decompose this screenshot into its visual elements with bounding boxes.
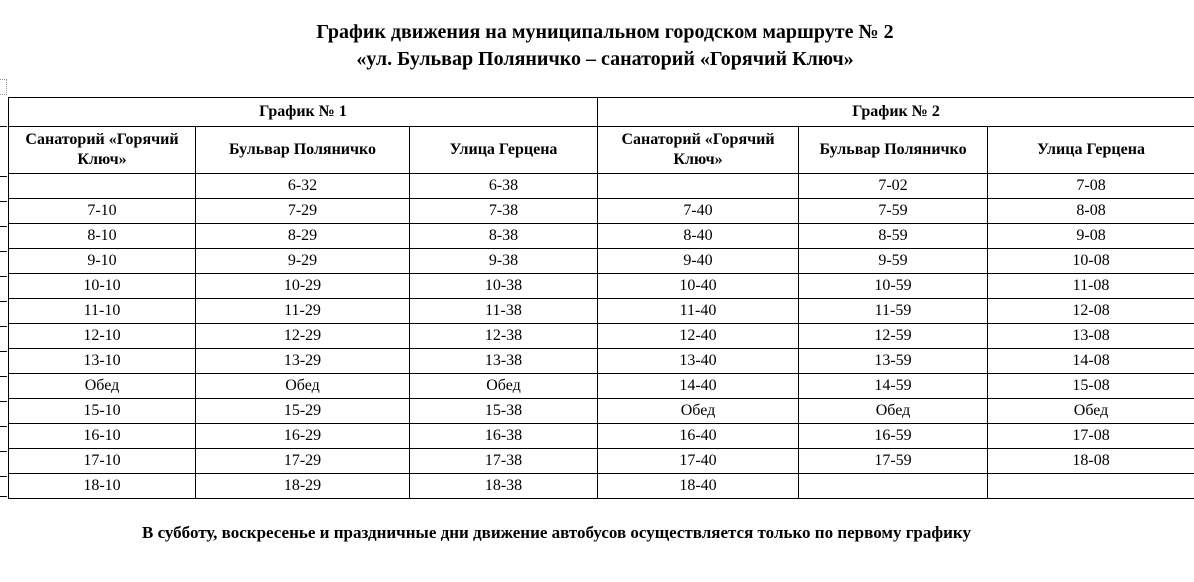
table-cell bbox=[598, 174, 799, 199]
table-cell: 10-38 bbox=[410, 274, 598, 299]
table-cell: 10-10 bbox=[9, 274, 196, 299]
table-cell: 17-08 bbox=[988, 424, 1194, 449]
table-cell: 11-40 bbox=[598, 299, 799, 324]
table-cell: 9-08 bbox=[988, 224, 1194, 249]
ruler-mark bbox=[0, 376, 7, 377]
table-cell: 8-59 bbox=[799, 224, 988, 249]
text-boundary-mark bbox=[0, 79, 7, 95]
table-cell: 12-59 bbox=[799, 324, 988, 349]
table-cell: 15-38 bbox=[410, 399, 598, 424]
table-cell: 8-40 bbox=[598, 224, 799, 249]
schedule-group-header-row bbox=[9, 98, 1194, 127]
table-cell bbox=[799, 474, 988, 499]
table-cell: 10-29 bbox=[196, 274, 410, 299]
ruler-mark bbox=[0, 201, 7, 202]
table-row bbox=[9, 474, 1194, 499]
table-row bbox=[9, 224, 1194, 249]
ruler-mark bbox=[0, 251, 7, 252]
ruler-mark bbox=[0, 351, 7, 352]
ruler-mark bbox=[0, 301, 7, 302]
table-cell: 17-29 bbox=[196, 449, 410, 474]
table-cell: 14-40 bbox=[598, 374, 799, 399]
table-cell: 7-29 bbox=[196, 199, 410, 224]
table-cell: 12-38 bbox=[410, 324, 598, 349]
table-cell: 13-29 bbox=[196, 349, 410, 374]
table-row bbox=[9, 299, 1194, 324]
table-row bbox=[9, 349, 1194, 374]
table-cell: 11-10 bbox=[9, 299, 196, 324]
column-header-s2-boulevard: Бульвар Поляничко bbox=[799, 127, 988, 174]
ruler-mark bbox=[0, 451, 7, 452]
table-cell: 13-40 bbox=[598, 349, 799, 374]
table-cell: 12-29 bbox=[196, 324, 410, 349]
table-cell: 18-10 bbox=[9, 474, 196, 499]
table-cell: 12-10 bbox=[9, 324, 196, 349]
table-cell: 17-38 bbox=[410, 449, 598, 474]
ruler-mark bbox=[0, 426, 7, 427]
table-cell: Обед bbox=[196, 374, 410, 399]
column-header-s2-herzen: Улица Герцена bbox=[988, 127, 1194, 174]
table-cell: 7-38 bbox=[410, 199, 598, 224]
table-row bbox=[9, 399, 1194, 424]
ruler-mark bbox=[0, 276, 7, 277]
table-row bbox=[9, 424, 1194, 449]
table-row bbox=[9, 274, 1194, 299]
table-cell: 9-10 bbox=[9, 249, 196, 274]
table-cell: Обед bbox=[410, 374, 598, 399]
table-cell: 17-10 bbox=[9, 449, 196, 474]
table-cell: 8-38 bbox=[410, 224, 598, 249]
table-cell: 8-08 bbox=[988, 199, 1194, 224]
table-cell: 13-08 bbox=[988, 324, 1194, 349]
table-cell: 16-40 bbox=[598, 424, 799, 449]
table-cell: 13-38 bbox=[410, 349, 598, 374]
table-cell: 10-59 bbox=[799, 274, 988, 299]
ruler-mark bbox=[0, 476, 7, 477]
table-cell: 12-40 bbox=[598, 324, 799, 349]
table-row bbox=[9, 449, 1194, 474]
table-row bbox=[9, 249, 1194, 274]
column-header-s1-herzen: Улица Герцена bbox=[410, 127, 598, 174]
table-cell: 7-08 bbox=[988, 174, 1194, 199]
table-cell: 9-38 bbox=[410, 249, 598, 274]
table-cell: 7-59 bbox=[799, 199, 988, 224]
table-row bbox=[9, 374, 1194, 399]
table-cell: 14-08 bbox=[988, 349, 1194, 374]
ruler-mark bbox=[0, 326, 7, 327]
table-cell: Обед bbox=[598, 399, 799, 424]
table-cell bbox=[9, 174, 196, 199]
ruler-mark bbox=[0, 176, 7, 177]
table-cell: 15-08 bbox=[988, 374, 1194, 399]
table-cell: 16-59 bbox=[799, 424, 988, 449]
table-cell: 18-38 bbox=[410, 474, 598, 499]
table-cell: 11-59 bbox=[799, 299, 988, 324]
table-cell: 15-10 bbox=[9, 399, 196, 424]
table-cell: 7-02 bbox=[799, 174, 988, 199]
table-cell: 6-32 bbox=[196, 174, 410, 199]
table-cell: 10-40 bbox=[598, 274, 799, 299]
table-cell: Обед bbox=[9, 374, 196, 399]
table-cell: 12-08 bbox=[988, 299, 1194, 324]
table-cell: 13-10 bbox=[9, 349, 196, 374]
column-header-row bbox=[9, 127, 1194, 174]
table-cell: 8-29 bbox=[196, 224, 410, 249]
table-cell: 8-10 bbox=[9, 224, 196, 249]
table-cell: 16-38 bbox=[410, 424, 598, 449]
ruler-mark bbox=[0, 496, 7, 497]
table-row bbox=[9, 199, 1194, 224]
column-header-s1-boulevard: Бульвар Поляничко bbox=[196, 127, 410, 174]
table-row bbox=[9, 174, 1194, 199]
schedule-body bbox=[9, 174, 1194, 499]
table-cell: 11-08 bbox=[988, 274, 1194, 299]
table-cell: 18-29 bbox=[196, 474, 410, 499]
page-title-line-2: «ул. Бульвар Поляничко – санаторий «Горячий Ключ» bbox=[356, 48, 854, 70]
table-cell: 16-10 bbox=[9, 424, 196, 449]
table-cell: 11-38 bbox=[410, 299, 598, 324]
table-cell: 10-08 bbox=[988, 249, 1194, 274]
ruler-mark bbox=[0, 126, 7, 127]
table-cell: 17-59 bbox=[799, 449, 988, 474]
schedule-table bbox=[8, 97, 1194, 499]
page-title-line-1: График движения на муниципальном городском маршруте № 2 bbox=[316, 21, 894, 43]
schedule-1-header: График № 1 bbox=[9, 98, 598, 127]
table-cell: 7-10 bbox=[9, 199, 196, 224]
table-cell: 9-29 bbox=[196, 249, 410, 274]
weekend-note: В субботу, воскресенье и праздничные дни движение автобусов осуществляется только по первому графику bbox=[142, 523, 971, 542]
table-cell: 9-40 bbox=[598, 249, 799, 274]
table-cell: 13-59 bbox=[799, 349, 988, 374]
table-cell: 18-08 bbox=[988, 449, 1194, 474]
table-cell: 11-29 bbox=[196, 299, 410, 324]
table-cell: 18-40 bbox=[598, 474, 799, 499]
table-cell: 7-40 bbox=[598, 199, 799, 224]
ruler-mark bbox=[0, 401, 7, 402]
table-cell: 9-59 bbox=[799, 249, 988, 274]
table-row bbox=[9, 324, 1194, 349]
table-cell: Обед bbox=[988, 399, 1194, 424]
table-cell: 14-59 bbox=[799, 374, 988, 399]
column-header-s2-sanatorium: Санаторий «Горячий Ключ» bbox=[598, 127, 799, 174]
column-header-s1-sanatorium: Санаторий «Горячий Ключ» bbox=[9, 127, 196, 174]
table-cell: Обед bbox=[799, 399, 988, 424]
table-cell: 17-40 bbox=[598, 449, 799, 474]
table-cell: 16-29 bbox=[196, 424, 410, 449]
table-cell: 15-29 bbox=[196, 399, 410, 424]
table-cell: 6-38 bbox=[410, 174, 598, 199]
table-cell bbox=[988, 474, 1194, 499]
ruler-mark bbox=[0, 226, 7, 227]
schedule-2-header: График № 2 bbox=[598, 98, 1194, 127]
